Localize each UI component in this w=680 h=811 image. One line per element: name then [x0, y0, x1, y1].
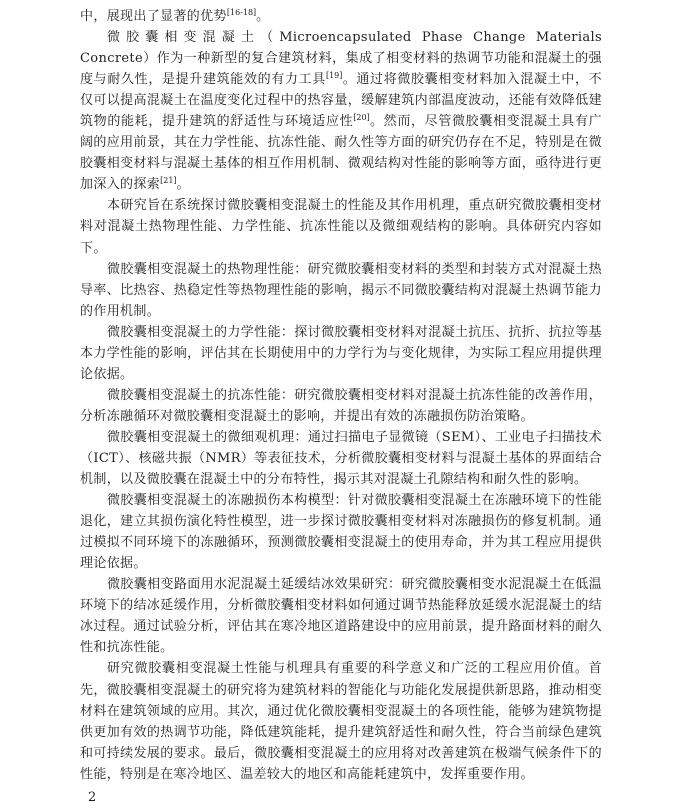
- paragraph-text: 微胶囊相变路面用水泥混凝土延缓结冰效果研究：研究微胶囊相变水泥混凝土在低温环境下的结冰延缓作用，分析微胶囊相变材料如何通过调节热能释放延缓水泥混凝土的结冰过程。通过试验分析，评估其在寒冷地区道路建设中的应用前景，提升路面材料的耐久性和抗冻性能。: [80, 577, 602, 656]
- paragraph-text: 微胶囊相变混凝土的热物理性能：研究微胶囊相变材料的类型和封装方式对混凝土热导率、比热容、热稳定性等热物理性能的影响，揭示不同微胶囊结构对混凝土热调节能力的作用机制。: [80, 261, 602, 319]
- paragraph-text: 研究微胶囊相变混凝土性能与机理具有重要的科学意义和广泛的工程应用价值。首先，微胶囊相变混凝土的研究将为建筑材料的智能化与功能化发展提供新思路，推动相变材料在建筑领域的应用。其次，通过优化微胶囊相变混凝土的各项性能，能够为建筑物提供更加有效的热调节功能，降低建筑能耗，提升建筑舒适性和耐久性，符合当前绿色建筑和可持续发展的要求。最后，微胶囊相变混凝土的应用将对改善建筑在极端气候条件下的性能，特别是在寒冷地区、温差较大的地区和高能耗建筑中，发挥重要作用。: [80, 661, 602, 782]
- paragraph-text: 微胶囊相变混凝土的冻融损伤本构模型：针对微胶囊相变混凝土在冻融环境下的性能退化，建立其损伤演化特性模型，进一步探讨微胶囊相变材料对冻融损伤的修复机制。通过模拟不同环境下的冻融循环，预测微胶囊相变混凝土的使用寿命，并为其工程应用提供理论依据。: [80, 493, 602, 572]
- citation-reference: [20]: [353, 113, 370, 123]
- paragraph: [80, 27, 602, 195]
- paragraph-text: 。: [256, 9, 270, 24]
- citation-reference: [21]: [160, 176, 177, 186]
- paragraph-text: 微胶囊相变混凝土的微细观机理：通过扫描电子显微镜（SEM）、工业电子扫描技术（ICT）、核磁共振（NMR）等表征技术，分析微胶囊相变材料与混凝土基体的界面结合机制，以及微胶囊在混凝土中的分布特性，揭示其对混凝土孔隙结构和耐久性的影响。: [80, 429, 602, 488]
- paragraph-text: 微胶囊相变混凝土的抗冻性能：研究微胶囊相变材料对混凝土抗冻性能的改善作用，分析冻融循环对微胶囊相变混凝土的影响，并提出有效的冻融损伤防治策略。: [80, 387, 602, 424]
- paragraph: [80, 6, 602, 27]
- paragraph: [80, 322, 602, 385]
- paragraph-text: 中，展现出了显著的优势: [80, 9, 227, 24]
- paragraph: [80, 658, 602, 784]
- paragraph: [80, 574, 602, 658]
- paragraph-text: 微胶囊相变混凝土（Microencapsulated Phase Change Materials Concrete）作为一种新型的复合建筑材料，集成了相变材料的热调节功能和混凝土的强度与耐久性，是提升建筑能效的有力工具: [80, 30, 602, 88]
- paragraph-text: 微胶囊相变混凝土的力学性能：探讨微胶囊相变材料对混凝土抗压、抗折、抗拉等基本力学性能的影响，评估其在长期使用中的力学行为与变化规律，为实际工程应用提供理论依据。: [80, 324, 602, 382]
- paragraph-text: 本研究旨在系统探讨微胶囊相变混凝土的性能及其作用机理，重点研究微胶囊相变材料对混凝土热物理性能、力学性能、抗冻性能以及微细观结构的影响。具体研究内容如下。: [80, 198, 602, 256]
- paragraph-text: 。然而，尽管微胶囊相变混凝土具有广阔的应用前景，其在力学性能、抗冻性能、耐久性等方面的研究仍存在不足，特别是在微胶囊相变材料与混凝土基体的相互作用机制、微观结构对性能的影响等方面，亟待进行更加深入的探索: [80, 114, 602, 193]
- page-number: 2: [88, 790, 97, 805]
- citation-reference: [16-18]: [226, 8, 257, 17]
- paragraph: [80, 195, 602, 258]
- paragraph: [80, 259, 602, 322]
- paragraph: [80, 427, 602, 490]
- body-text: [80, 6, 602, 785]
- paragraph-text: 。通过将微胶囊相变材料加入混凝土中，不仅可以提高混凝土在温度变化过程中的热容量，缓解建筑内部温度波动，还能有效降低建筑物的能耗，提升建筑的舒适性与环境适应性: [80, 72, 602, 130]
- citation-reference: [19]: [325, 71, 343, 81]
- paragraph: [80, 385, 602, 427]
- paragraph: [80, 490, 602, 574]
- paragraph-text: 。: [176, 177, 190, 193]
